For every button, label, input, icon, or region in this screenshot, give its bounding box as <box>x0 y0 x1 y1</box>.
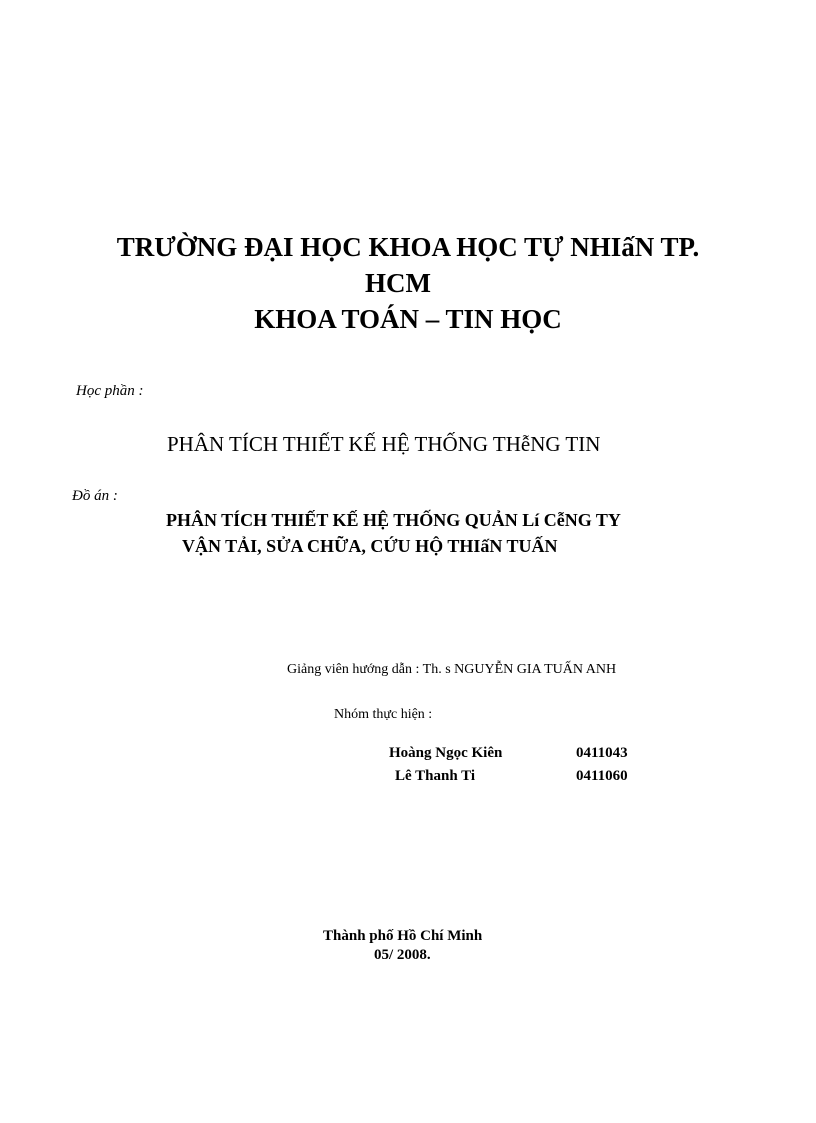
member-name: Lê Thanh Ti <box>395 768 476 784</box>
member-name: Hoàng Ngọc Kiên <box>389 745 503 761</box>
supervisor-label: Giảng viên hướng dẫn : Th. s <box>287 662 451 677</box>
footer-city: Thành phố Hồ Chí Minh <box>323 928 483 944</box>
project-title-line2: VẬN TẢI, SỬA CHỮA, CỨU HỘ THIấN TUẤN <box>182 536 558 556</box>
project-label: Đồ án : <box>72 488 118 504</box>
member-id: 0411060 <box>576 768 628 784</box>
supervisor-name: NGUYỄN GIA TUẤN ANH <box>454 662 617 677</box>
footer-date: 05/ 2008. <box>374 947 431 963</box>
supervisor-line <box>287 662 616 678</box>
project-title-line1: PHÂN TÍCH THIẾT KẾ HỆ THỐNG QUẢN Lí CễNG TY <box>166 510 621 530</box>
faculty-title: KHOA TOÁN – TIN HỌC <box>254 304 562 334</box>
course-label: Học phần : <box>76 383 144 399</box>
member-id: 0411043 <box>576 745 628 761</box>
course-title: PHÂN TÍCH THIẾT KẾ HỆ THỐNG THễNG TIN <box>167 432 601 456</box>
university-title-line2: HCM <box>365 268 431 298</box>
group-label: Nhóm thực hiện : <box>334 707 433 722</box>
university-title-line1: TRƯỜNG ĐẠI HỌC KHOA HỌC TỰ NHIấN TP. <box>116 232 700 262</box>
